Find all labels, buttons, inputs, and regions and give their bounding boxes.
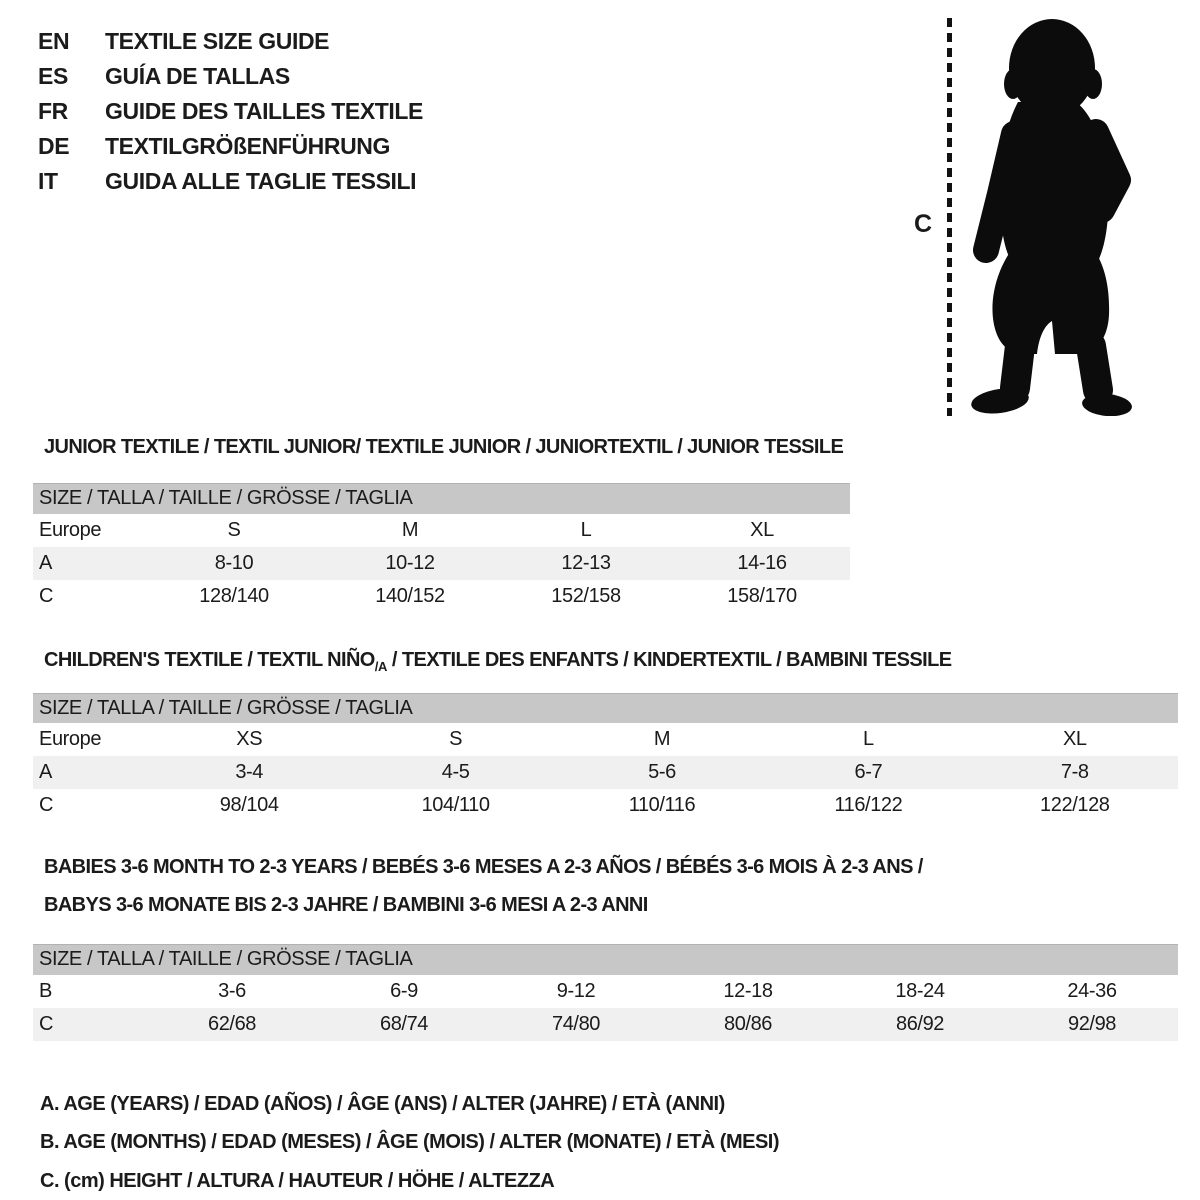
- table-row: [33, 514, 850, 547]
- section-junior-textile: [0, 430, 1200, 613]
- row-label: Europe: [39, 728, 102, 750]
- size-cell: 6-7: [854, 761, 883, 783]
- size-cell: 122/128: [1040, 794, 1110, 816]
- size-cell: XL: [750, 518, 774, 541]
- size-cell: 12-13: [561, 551, 611, 574]
- size-table-header: SIZE / TALLA / TAILLE / GRÖSSE / TAGLIA: [33, 693, 1178, 723]
- size-cell: 152/158: [551, 584, 621, 607]
- size-cell: 10-12: [385, 551, 435, 574]
- legend-line-b: B. AGE (MONTHS) / EDAD (MESES) / ÂGE (MOIS) / ALTER (MONATE) / ETÀ (MESI): [40, 1131, 780, 1153]
- title-line: BABIES 3-6 MONTH TO 2-3 YEARS / BEBÉS 3-6 MESES A 2-3 AÑOS / BÉBÉS 3-6 MOIS À 2-3 ANS /: [44, 856, 923, 878]
- language-code: EN: [38, 28, 70, 54]
- size-cell: 12-18: [723, 979, 773, 1002]
- height-measure-figure: [900, 0, 1200, 430]
- header-area: [0, 0, 1200, 430]
- size-cell: XL: [1062, 728, 1087, 750]
- size-cell: L: [580, 518, 592, 541]
- measurement-legend: [40, 1085, 1200, 1200]
- table-row: [33, 723, 1178, 756]
- size-cell: 3-6: [218, 979, 246, 1002]
- language-title: TEXTILE SIZE GUIDE: [105, 28, 330, 54]
- size-cell: 110/116: [628, 794, 696, 816]
- junior-size-table: [33, 483, 850, 613]
- language-code: DE: [38, 133, 70, 159]
- row-label: A: [39, 551, 52, 574]
- row-label: B: [39, 979, 52, 1002]
- language-row: [38, 59, 423, 94]
- height-dashed-line: [947, 18, 952, 416]
- section-childrens-textile: [0, 649, 1200, 823]
- size-cell: 68/74: [379, 1012, 429, 1035]
- size-cell: 74/80: [551, 1012, 601, 1035]
- table-row: [33, 580, 850, 613]
- table-row: [33, 975, 1178, 1008]
- size-cell: 116/122: [834, 794, 903, 816]
- toddler-silhouette-icon: [958, 16, 1136, 416]
- section-title-babies: [44, 848, 1200, 924]
- language-row: [38, 129, 423, 164]
- language-title: GUIDA ALLE TAGLIE TESSILI: [105, 168, 417, 194]
- size-cell: 128/140: [199, 584, 269, 607]
- size-cell: 98/104: [219, 794, 279, 816]
- height-measure-label: C: [914, 210, 932, 238]
- section-title-children: [44, 649, 1200, 674]
- size-cell: 104/110: [421, 794, 490, 816]
- size-cell: XS: [236, 728, 263, 750]
- size-cell: 18-24: [895, 979, 945, 1002]
- row-label: A: [39, 761, 52, 783]
- size-cell: 8-10: [214, 551, 254, 574]
- language-title: GUÍA DE TALLAS: [105, 63, 290, 89]
- size-cell: 24-36: [1067, 979, 1117, 1002]
- babies-size-table: [33, 944, 1178, 1041]
- legend-line-a: A. AGE (YEARS) / EDAD (AÑOS) / ÂGE (ANS) / ALTER (JAHRE) / ETÀ (ANNI): [40, 1092, 725, 1115]
- row-label: C: [39, 1012, 54, 1035]
- size-cell: S: [227, 518, 241, 541]
- size-cell: 62/68: [207, 1012, 257, 1035]
- language-row: [38, 24, 423, 59]
- size-cell: 158/170: [727, 584, 797, 607]
- table-row: [33, 756, 1178, 789]
- language-code: ES: [38, 63, 68, 89]
- language-title: TEXTILGRÖßENFÜHRUNG: [105, 133, 390, 159]
- size-cell: 3-4: [235, 761, 264, 783]
- size-cell: M: [653, 728, 671, 750]
- language-row: [38, 164, 423, 199]
- children-size-table: [33, 693, 1178, 823]
- language-code: FR: [38, 98, 68, 124]
- language-title: GUIDE DES TAILLES TEXTILE: [105, 98, 423, 124]
- size-cell: M: [401, 518, 419, 541]
- language-row: [38, 94, 423, 129]
- section-title-junior: JUNIOR TEXTILE / TEXTIL JUNIOR/ TEXTILE JUNIOR / JUNIORTEXTIL / JUNIOR TESSILE: [44, 436, 844, 458]
- table-row: [33, 547, 850, 580]
- size-cell: S: [449, 728, 463, 750]
- title-text: CHILDREN'S TEXTILE / TEXTIL NIÑO: [44, 648, 375, 671]
- row-label: C: [39, 584, 54, 607]
- size-cell: 6-9: [390, 979, 418, 1002]
- size-cell: 7-8: [1060, 761, 1089, 783]
- language-code: IT: [38, 168, 58, 194]
- section-babies: [0, 848, 1200, 1041]
- row-label: C: [39, 794, 54, 816]
- table-row: [33, 1008, 1178, 1041]
- size-cell: 92/98: [1067, 1012, 1117, 1035]
- language-title-list: [38, 24, 423, 199]
- row-label: Europe: [39, 518, 102, 541]
- size-cell: 80/86: [723, 1012, 773, 1035]
- size-cell: 9-12: [556, 979, 596, 1002]
- size-cell: L: [863, 728, 874, 750]
- legend-line-c: C. (cm) HEIGHT / ALTURA / HAUTEUR / HÖHE / ALTEZZA: [40, 1169, 555, 1192]
- title-line: BABYS 3-6 MONATE BIS 2-3 JAHRE / BAMBINI 3-6 MESI A 2-3 ANNI: [44, 894, 648, 916]
- size-cell: 4-5: [441, 761, 470, 783]
- size-table-header: SIZE / TALLA / TAILLE / GRÖSSE / TAGLIA: [33, 945, 1178, 975]
- title-text: / TEXTILE DES ENFANTS / KINDERTEXTIL / BAMBINI TESSILE: [386, 648, 952, 671]
- size-cell: 14-16: [737, 551, 787, 574]
- table-row: [33, 789, 1178, 822]
- size-cell: 5-6: [648, 761, 676, 783]
- title-subscript: /A: [374, 658, 387, 674]
- size-table-header: SIZE / TALLA / TAILLE / GRÖSSE / TAGLIA: [33, 484, 850, 514]
- size-cell: 140/152: [375, 584, 445, 607]
- size-cell: 86/92: [895, 1012, 945, 1035]
